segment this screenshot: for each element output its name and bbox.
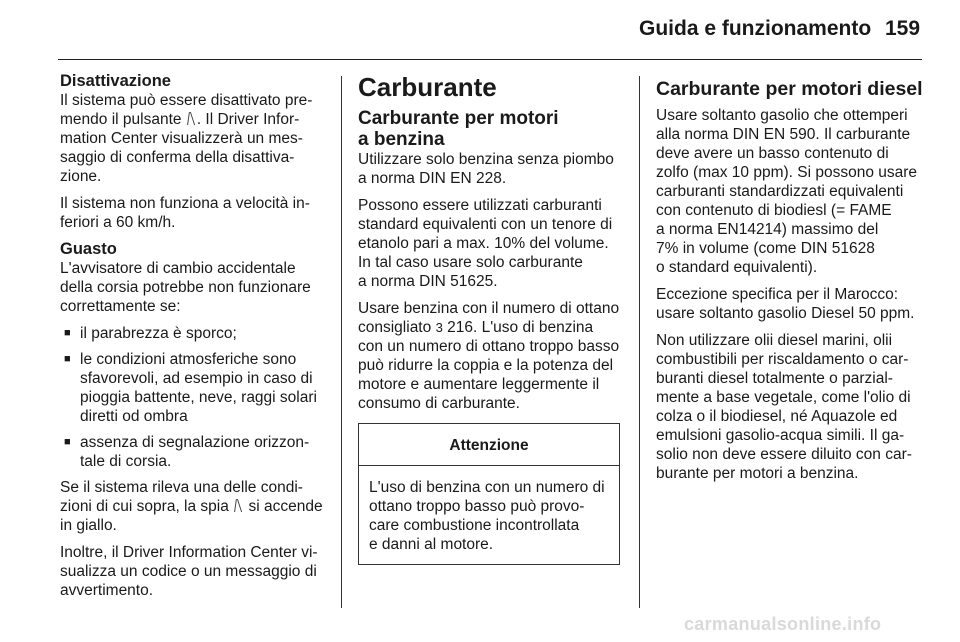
text-line: standard equivalenti con un tenore di bbox=[358, 216, 613, 233]
lane-departure-icon bbox=[234, 499, 243, 512]
watermark: carmanualsonline.info bbox=[684, 614, 882, 634]
text-line: diretti od ombra bbox=[80, 408, 188, 425]
text-line: a norma EN14214) massimo del bbox=[656, 221, 879, 238]
text-line: mente a base vegetale, come l'olio di bbox=[656, 389, 911, 406]
warning-body bbox=[359, 466, 619, 564]
heading-carburante: Carburante bbox=[358, 72, 497, 102]
column-1 bbox=[60, 72, 330, 608]
paragraph-messaggio bbox=[60, 543, 330, 600]
text-line: o standard equivalenti). bbox=[656, 259, 818, 276]
heading-guasto: Guasto bbox=[60, 240, 117, 258]
text-line: Possono essere utilizzati carburanti bbox=[358, 197, 602, 214]
paragraph-guasto bbox=[60, 259, 330, 316]
text-line: e danni al motore. bbox=[369, 536, 494, 553]
heading-benzina bbox=[358, 108, 630, 150]
lane-departure-icon bbox=[187, 112, 196, 125]
text-line: con contenuto di biodiesl (= FAME bbox=[656, 202, 892, 219]
text-line: feriori a 60 km/h. bbox=[60, 214, 176, 231]
text-line: carburanti standardizzati equivalenti bbox=[656, 183, 904, 200]
column-3 bbox=[656, 78, 924, 491]
header-rule bbox=[58, 59, 922, 60]
text-line: pioggia battente, neve, raggi solari bbox=[80, 389, 317, 406]
text-line: burante per motori a benzina. bbox=[656, 465, 859, 482]
text-line: In tal caso usare solo carburante bbox=[358, 254, 583, 271]
text-line: Il sistema non funziona a velocità in- bbox=[60, 195, 310, 212]
page-header bbox=[0, 0, 960, 60]
column-divider-2 bbox=[639, 76, 640, 608]
heading-diesel: Carburante per motori diesel bbox=[656, 78, 923, 100]
page-title: Guida e funzionamento bbox=[639, 17, 872, 40]
text-line: combustibili per riscaldamento o car- bbox=[656, 351, 909, 368]
bullet-list bbox=[60, 324, 330, 471]
text-line: si accende bbox=[248, 498, 323, 515]
text-line: zione. bbox=[60, 168, 102, 185]
paragraph-benzina-1 bbox=[358, 150, 630, 188]
text-line: in giallo. bbox=[60, 517, 117, 534]
text-line: Utilizzare solo benzina senza piombo bbox=[358, 151, 614, 168]
heading-disattivazione: Disattivazione bbox=[60, 72, 171, 90]
paragraph-spia bbox=[60, 478, 330, 535]
paragraph-diesel-1 bbox=[656, 106, 924, 277]
text-line: della corsia potrebbe non funzionare bbox=[60, 279, 311, 296]
paragraph-benzina-2 bbox=[358, 196, 630, 291]
page-number: 159 bbox=[885, 17, 921, 40]
text-line: Eccezione specifica per il Marocco: bbox=[656, 286, 899, 303]
text-line: con un numero di ottano troppo basso bbox=[358, 338, 620, 355]
text-line: alla norma DIN EN 590. Il carburante bbox=[656, 126, 911, 143]
text-line: a norma DIN 51625. bbox=[358, 273, 498, 290]
warning-box bbox=[358, 423, 620, 565]
text-line: . Il Driver Infor- bbox=[196, 111, 300, 128]
text-line: Se il sistema rileva una delle condi- bbox=[60, 479, 303, 496]
column-2 bbox=[358, 70, 630, 565]
text-line: usare soltanto gasolio Diesel 50 ppm. bbox=[656, 305, 915, 322]
text-line: saggio di conferma della disattiva- bbox=[60, 149, 295, 166]
text-line: L'avvisatore di cambio accidentale bbox=[60, 260, 296, 277]
text-line: zolfo (max 10 ppm). Si possono usare bbox=[656, 164, 918, 181]
list-item bbox=[60, 350, 330, 426]
text-line: le condizioni atmosferiche sono bbox=[80, 351, 297, 368]
text-line: colza o il biodiesel, né Aquazole ed bbox=[656, 408, 898, 425]
text-line: 216. L'uso di benzina bbox=[447, 319, 594, 336]
list-item bbox=[60, 324, 330, 343]
text-line: motore e aumentare leggermente il bbox=[358, 376, 600, 393]
text-line: emulsioni gasolio-acqua simili. Il ga- bbox=[656, 427, 905, 444]
text-line: tale di corsia. bbox=[80, 453, 172, 470]
text-line: etanolo pari a max. 10% del volume. bbox=[358, 235, 609, 252]
column-divider-1 bbox=[341, 76, 342, 608]
text-line: consigliato bbox=[358, 319, 432, 336]
text-line: mendo il pulsante bbox=[60, 111, 182, 128]
text-line: solio non deve essere diluito con car- bbox=[656, 446, 912, 463]
warning-title: Attenzione bbox=[359, 424, 619, 466]
text-line: sualizza un codice o un messaggio di bbox=[60, 563, 317, 580]
text-line: L'uso di benzina con un numero di bbox=[369, 479, 605, 496]
text-line: Usare soltanto gasolio che ottemperi bbox=[656, 107, 908, 124]
text-line: ottano troppo basso può provo- bbox=[369, 498, 585, 515]
text-line: care combustione incontrollata bbox=[369, 517, 580, 534]
text-line: Usare benzina con il numero di ottano bbox=[358, 300, 620, 317]
text-line: a benzina bbox=[358, 129, 445, 150]
paragraph-velocita bbox=[60, 194, 330, 232]
text-line: a norma DIN EN 228. bbox=[358, 170, 507, 187]
list-item bbox=[60, 433, 330, 471]
text-line: sfavorevoli, ad esempio in caso di bbox=[80, 370, 313, 387]
text-line: 7% in volume (come DIN 51628 bbox=[656, 240, 875, 257]
paragraph-diesel-2 bbox=[656, 285, 924, 323]
text-line: deve avere un basso contenuto di bbox=[656, 145, 889, 162]
page-reference-arrow-icon[interactable]: 3 bbox=[435, 320, 443, 335]
text-line: zioni di cui sopra, la spia bbox=[60, 498, 229, 515]
text-line: correttamente se: bbox=[60, 298, 181, 315]
text-line: il parabrezza è sporco; bbox=[80, 325, 237, 342]
text-line: consumo di carburante. bbox=[358, 395, 520, 412]
text-line: Non utilizzare olii diesel marini, olii bbox=[656, 332, 893, 349]
text-line: Carburante per motori bbox=[358, 108, 559, 129]
paragraph-benzina-3 bbox=[358, 299, 630, 413]
text-line: buranti diesel totalmente o parzial- bbox=[656, 370, 893, 387]
text-line: Inoltre, il Driver Information Center vi- bbox=[60, 544, 318, 561]
text-line: mation Center visualizzerà un mes- bbox=[60, 130, 303, 147]
paragraph-diesel-3 bbox=[656, 331, 924, 483]
text-line: assenza di segnalazione orizzon- bbox=[80, 434, 310, 451]
text-line: può ridurre la coppia e la potenza del bbox=[358, 357, 614, 374]
paragraph-disattivazione bbox=[60, 91, 330, 186]
text-line: Il sistema può essere disattivato pre- bbox=[60, 92, 313, 109]
text-line: avvertimento. bbox=[60, 582, 154, 599]
